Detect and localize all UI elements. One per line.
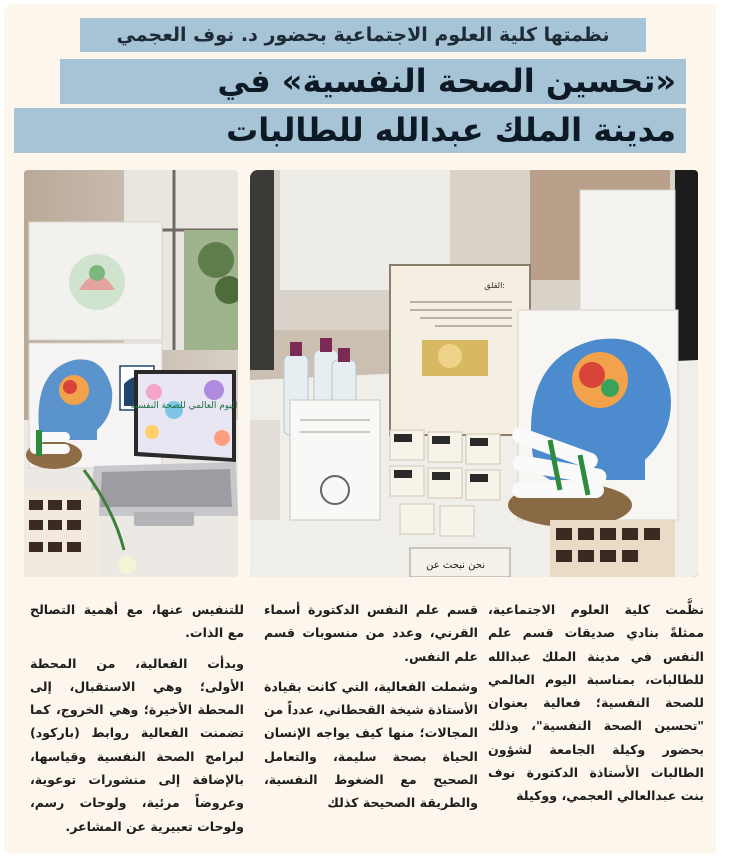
laptop-screen-text: اليوم العالمي للصحة النفسية — [130, 401, 238, 411]
framed-sign-title: القلق: — [484, 281, 505, 290]
article-column-right — [488, 598, 704, 808]
article-column-left — [30, 598, 244, 838]
bottom-sign-text: نحن نبحث عن — [426, 560, 485, 571]
article-column-middle — [264, 598, 478, 815]
paragraph: قسم علم النفس الدكتورة أسماء القرني، وعدد من منسوبات قسم علم النفس. — [264, 602, 478, 664]
event-photo-laptop — [24, 170, 238, 577]
event-photo-laptop-illustration — [24, 170, 238, 577]
headline-line-1: «تحسين الصحة النفسية» في — [60, 59, 686, 104]
event-photo-table-illustration — [250, 170, 698, 577]
paragraph: وبدأت الفعالية، من المحطة الأولى؛ وهي الاستقبال، إلى المحطة الأخيرة؛ وهي الخروج، كما تضمنت الفعالية روابط (باركود) لبرامج الصحة النفسية وقياسها، بالإضافة إلى منشورات توعوية، وعروضاً مرئية، ولوحات رسم، ولوحات تعبيرية عن المشاعر. — [30, 655, 244, 834]
paragraph: للتنفيس عنها، مع أهمية التصالح مع الذات. — [30, 602, 244, 641]
paragraph: وشملت الفعالية، التي كانت بقيادة الأستاذة شيخة القحطاني، عدداً من المجالات؛ منها كيف يواجه الإنسان الحياة بصحة سليمة، والتعامل الصحيح مع الضغوط النفسية، والطريقة الصحيحة كذلك — [264, 678, 478, 811]
article-headline — [14, 59, 686, 157]
paragraph: نظَّمت كلية العلوم الاجتماعية، ممثلةً بنادي صديقات قسم علم النفس في مدينة الملك عبدالله للطالبات، بمناسبة اليوم العالمي للصحة النفسية؛ فعالية بعنوان "تحسين الصحة النفسية"، وذلك بحضور وكيلة الجامعة لشؤون الطالبات الأستاذة الدكتورة نوف بنت عبدالعالي العجمي، ووكيلة — [488, 602, 704, 804]
headline-line-2: مدينة الملك عبدالله للطالبات — [14, 108, 686, 153]
event-photo-display-table — [250, 170, 698, 577]
article-subtitle: نظمتها كلية العلوم الاجتماعية بحضور د. نوف العجمي — [80, 18, 646, 52]
